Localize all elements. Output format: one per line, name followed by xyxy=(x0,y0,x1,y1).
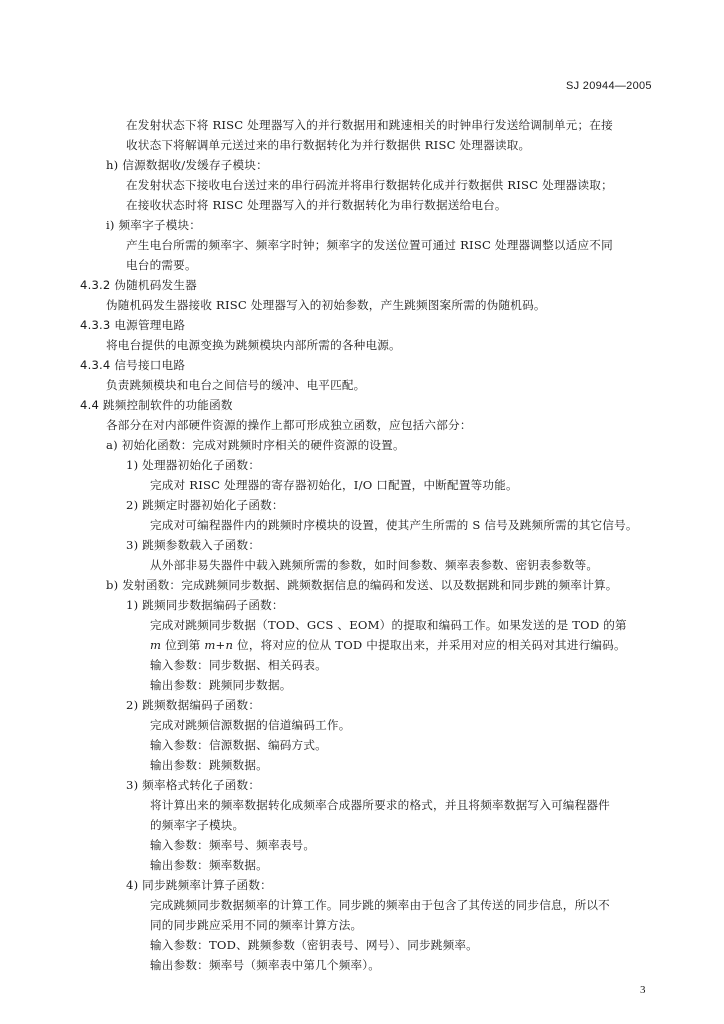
body-line: 将计算出来的频率数据转化成频率合成器所要求的格式，并且将频率数据写入可编程器件 xyxy=(150,798,610,812)
body-line: 输出参数：跳频同步数据。 xyxy=(150,678,292,692)
body-line xyxy=(150,638,626,652)
list-item-b: b) 发射函数：完成跳频同步数据、跳频数据信息的编码和发送、以及数据跳和同步跳的频率计算。 xyxy=(106,578,618,592)
body-line: 输出参数：频率数据。 xyxy=(150,858,268,872)
body-line: 产生电台所需的频率字、频率字时钟；频率字的发送位置可通过 RISC 处理器调整以适应不同 xyxy=(126,238,613,252)
body-line: 同的同步跳应采用不同的频率计算方法。 xyxy=(150,918,363,932)
math-expression-m-plus-n: m+n xyxy=(204,638,234,652)
body-line: 从外部非易失器件中载入跳频所需的参数，如时间参数、频率表参数、密钥表参数等。 xyxy=(150,558,599,572)
body-line: 将电台提供的电源变换为跳频模块内部所需的各种电源。 xyxy=(106,338,401,352)
body-line: 输出参数：跳频数据。 xyxy=(150,758,268,772)
text-run: 位到第 xyxy=(161,638,205,652)
sub-item-1: 1) 处理器初始化子函数： xyxy=(126,458,261,472)
section-heading-4-3-4: 4.3.4 信号接口电路 xyxy=(80,358,186,372)
body-line: 完成对可编程器件内的跳频时序模块的设置，使其产生所需的 S 信号及跳频所需的其它信号。 xyxy=(150,518,638,532)
sub-item-4: 4) 同步跳频率计算子函数： xyxy=(126,878,272,892)
section-heading-4-4: 4.4 跳频控制软件的功能函数 xyxy=(80,398,233,412)
sub-item-1: 1) 跳频同步数据编码子函数： xyxy=(126,598,284,612)
sub-item-2: 2) 跳频定时器初始化子函数： xyxy=(126,498,284,512)
body-line: 完成跳频同步数据频率的计算工作。同步跳的频率由于包含了其传送的同步信息，所以不 xyxy=(150,898,610,912)
sub-item-2: 2) 跳频数据编码子函数： xyxy=(126,698,261,712)
section-heading-4-3-3: 4.3.3 电源管理电路 xyxy=(80,318,186,332)
body-line: 各部分在对内部硬件资源的操作上都可形成独立函数，应包括六部分： xyxy=(106,418,472,432)
body-line: 输入参数：信源数据、编码方式。 xyxy=(150,738,327,752)
body-line: 完成对跳频同步数据（TOD、GCS 、EOM）的提取和编码工作。如果发送的是 TOD 的第 xyxy=(150,618,627,632)
body-line: 负责跳频模块和电台之间信号的缓冲、电平匹配。 xyxy=(106,378,366,392)
sub-item-3: 3) 跳频参数载入子函数： xyxy=(126,538,261,552)
list-item-h: h) 信源数据收/发缓存子模块： xyxy=(106,158,268,172)
body-line: 伪随机码发生器接收 RISC 处理器写入的初始参数，产生跳频图案所需的伪随机码。 xyxy=(106,298,546,312)
body-line: 输入参数：TOD、跳频参数（密钥表号、网号）、同步跳频率。 xyxy=(150,938,478,952)
text-run: 位，将对应的位从 TOD 中提取出来，并采用对应的相关码对其进行编码。 xyxy=(233,638,626,652)
body-line: 完成对跳频信源数据的信道编码工作。 xyxy=(150,718,351,732)
body-line: 输出参数：频率号（频率表中第几个频率）。 xyxy=(150,958,381,972)
math-variable-m: m xyxy=(150,638,162,652)
list-item-a: a) 初始化函数：完成对跳频时序相关的硬件资源的设置。 xyxy=(106,438,405,452)
body-line: 电台的需要。 xyxy=(126,258,197,272)
body-line: 输入参数：同步数据、相关码表。 xyxy=(150,658,327,672)
body-line: 收状态下将解调单元送过来的串行数据转化为并行数据供 RISC 处理器读取。 xyxy=(126,138,531,152)
sub-item-3: 3) 频率格式转化子函数： xyxy=(126,778,261,792)
page-header-standard-number: SJ 20944—2005 xyxy=(566,80,652,92)
section-heading-4-3-2: 4.3.2 伪随机码发生器 xyxy=(80,278,197,292)
body-line: 在发射状态下将 RISC 处理器写入的并行数据用和跳速相关的时钟串行发送给调制单元；在接 xyxy=(126,118,613,132)
body-line: 输入参数：频率号、频率表号。 xyxy=(150,838,316,852)
body-line: 的频率字子模块。 xyxy=(150,818,245,832)
list-item-i: i) 频率字子模块： xyxy=(106,218,202,232)
page-number: 3 xyxy=(640,984,646,996)
body-line: 在接收状态时将 RISC 处理器写入的并行数据转化为串行数据送给电台。 xyxy=(126,198,507,212)
body-line: 在发射状态下接收电台送过来的串行码流并将串行数据转化成并行数据供 RISC 处理器读取； xyxy=(126,178,613,192)
body-line: 完成对 RISC 处理器的寄存器初始化，I/O 口配置，中断配置等功能。 xyxy=(150,478,518,492)
